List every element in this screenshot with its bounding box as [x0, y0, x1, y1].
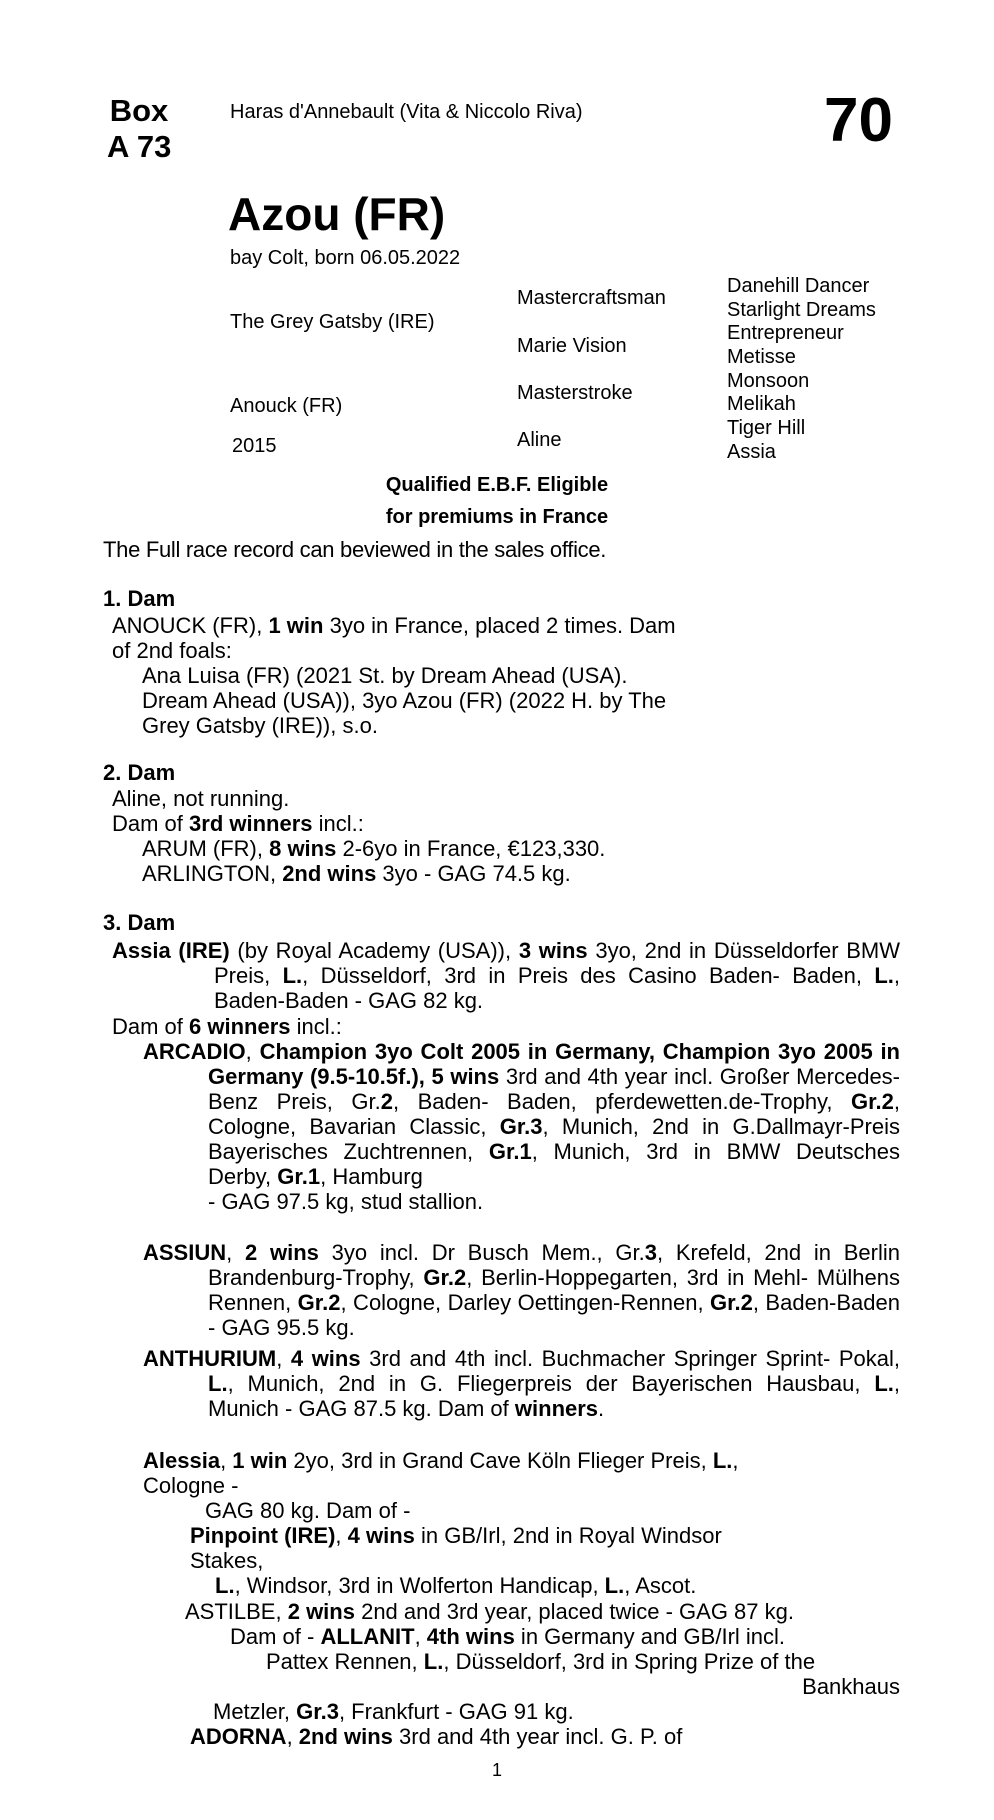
- assiun-text: , Berlin-Hoppegarten, 3rd in Mehl- Mülhens Rennen,: [208, 1265, 900, 1315]
- alessia-name: Alessia: [143, 1448, 221, 1473]
- anthurium-text: , Munich - GAG 87.5 kg. Dam of: [208, 1371, 900, 1421]
- anthurium-text: .: [598, 1396, 605, 1421]
- page-number: 1: [491, 1760, 502, 1780]
- pedigree-grandparent: Mastercraftsman: [517, 287, 666, 309]
- allanit-text: , Düsseldorf, 3rd in Spring Prize of the: [443, 1649, 816, 1674]
- assiun-text: ,: [226, 1240, 245, 1265]
- anthurium-text: 3rd and 4th incl. Buchmacher Springer Sprint- Pokal,: [360, 1346, 900, 1371]
- alessia-listed: L.: [712, 1448, 733, 1473]
- pinpoint-text: ,: [335, 1523, 348, 1548]
- dam2-progeny-wins: 2nd wins: [282, 861, 377, 886]
- pinpoint-text: , Ascot.: [624, 1573, 697, 1598]
- assia-entry: [112, 938, 900, 1013]
- box-label-line1: Box: [109, 93, 169, 128]
- pinpoint-text: in GB/Irl, 2nd in Royal Windsor: [414, 1523, 722, 1548]
- box-label-line2: A 73: [107, 129, 172, 164]
- sales-office-note: The Full race record can beviewed in the sales office.: [103, 537, 607, 562]
- arcadio-text: , Munich, 3rd in BMW Deutsches Derby,: [208, 1139, 900, 1189]
- metzler-line: [213, 1699, 913, 1724]
- consignor: Haras d'Annebault (Vita & Niccolo Riva): [230, 101, 583, 123]
- assiun-grade: Gr.2: [297, 1290, 341, 1315]
- dam2-progeny-wins: 8 wins: [269, 836, 337, 861]
- adorna-text: ,: [286, 1724, 299, 1749]
- pedigree-great-grandparent: Assia: [727, 441, 776, 463]
- pedigree-dam: Anouck (FR): [230, 395, 343, 417]
- alessia-gag: GAG 80 kg. Dam of -: [205, 1498, 411, 1523]
- allanit-wins: 4th wins: [426, 1624, 515, 1649]
- astilbe-name: ASTILBE,: [185, 1599, 288, 1624]
- assiun-grade: Gr.2: [710, 1290, 753, 1315]
- arcadio-text: , Munich, 2nd in G.Dallmayr-Preis Bayerisches Zuchtrennen,: [208, 1114, 900, 1164]
- assiun-text: , Cologne, Darley Oettingen-Rennen,: [340, 1290, 711, 1315]
- assia-text: 3yo, 2nd in Düsseldorfer BMW Preis,: [214, 938, 900, 988]
- pedigree-great-grandparent: Starlight Dreams: [727, 299, 876, 321]
- metzler-text: , Frankfurt - GAG 91 kg.: [338, 1699, 574, 1724]
- box-label: [107, 93, 171, 165]
- pinpoint-name: Pinpoint (IRE): [190, 1523, 336, 1548]
- allanit-entry: [230, 1624, 900, 1699]
- dam2-status: Aline, not running.: [112, 786, 290, 811]
- allanit-text: Pattex Rennen,: [266, 1649, 424, 1674]
- arcadio-gag: - GAG 97.5 kg, stud stallion.: [208, 1189, 484, 1214]
- astilbe-text: 2nd and 3rd year, placed twice - GAG 87 kg.: [354, 1599, 794, 1624]
- anthurium-winners: winners: [514, 1396, 599, 1421]
- arcadio-text: , Baden- Baden, pferdewetten.de-Trophy,: [392, 1089, 852, 1114]
- pedigree-great-grandparent: Metisse: [727, 346, 796, 368]
- ebf-eligibility-line1: Qualified E.B.F. Eligible: [385, 474, 609, 496]
- pedigree-grandparent: Marie Vision: [517, 335, 627, 357]
- section-heading-dam3: 3. Dam: [103, 910, 176, 935]
- assia-damof-text: incl.:: [290, 1014, 342, 1039]
- assia-text: , Düsseldorf, 3rd in Preis des Casino Baden- Baden,: [302, 963, 875, 988]
- adorna-wins: 2nd wins: [298, 1724, 393, 1749]
- allanit-text: Dam of -: [230, 1624, 321, 1649]
- dam1-foal-line: Grey Gatsby (IRE)), s.o.: [142, 713, 378, 738]
- adorna-entry: [190, 1724, 910, 1749]
- pinpoint-entry: [190, 1523, 890, 1598]
- allanit-text: ,: [414, 1624, 427, 1649]
- dam2-text: incl.:: [312, 811, 364, 836]
- alessia-wins: 1 win: [232, 1448, 288, 1473]
- assiun-text: , Baden-Baden - GAG 95.5 kg.: [208, 1290, 900, 1340]
- assiun-text: , Krefeld, 2nd in Berlin Brandenburg-Trophy,: [208, 1240, 900, 1290]
- arcadio-text: ,: [245, 1039, 260, 1064]
- arcadio-grade: Gr.3: [499, 1114, 543, 1139]
- pinpoint-listed: L.: [604, 1573, 625, 1598]
- dam2-text: Dam of: [112, 811, 190, 836]
- pedigree-great-grandparent: Danehill Dancer: [727, 275, 870, 297]
- assiun-grade: 3: [644, 1240, 657, 1265]
- arcadio-grade: Gr.1: [277, 1164, 321, 1189]
- adorna-name: ADORNA: [190, 1724, 287, 1749]
- assiun-text: 3yo incl. Dr Busch Mem., Gr.: [318, 1240, 645, 1265]
- assia-listed: L.: [874, 963, 894, 988]
- alessia-text: ,: [220, 1448, 233, 1473]
- arcadio-grade: Gr.2: [851, 1089, 894, 1114]
- dam2-progeny: 3yo - GAG 74.5 kg.: [376, 861, 571, 886]
- arcadio-text: , Hamburg: [320, 1164, 423, 1189]
- pedigree-grandparent: Masterstroke: [517, 382, 633, 404]
- assia-listed: L.: [282, 963, 303, 988]
- metzler-text: Metzler,: [213, 1699, 297, 1724]
- alessia-text: ,: [732, 1448, 739, 1473]
- arcadio-name: ARCADIO: [143, 1039, 246, 1064]
- dam2-progeny: ARLINGTON,: [142, 861, 283, 886]
- anthurium-text: ,: [276, 1346, 291, 1371]
- anthurium-text: , Munich, 2nd in G. Fliegerpreis der Bayerischen Hausbau,: [227, 1371, 875, 1396]
- anthurium-name: ANTHURIUM: [143, 1346, 277, 1371]
- dam1-foal-line: Dream Ahead (USA)), 3yo Azou (FR) (2022 H. by The: [142, 688, 667, 713]
- allanit-text: Bankhaus: [802, 1674, 900, 1699]
- alessia-text: 2yo, 3rd in Grand Cave Köln Flieger Preis,: [287, 1448, 713, 1473]
- pedigree-sire: The Grey Gatsby (IRE): [230, 311, 435, 333]
- assia-text: , Baden-Baden - GAG 82 kg.: [214, 963, 900, 1013]
- assia-damof-text: Dam of: [112, 1014, 190, 1039]
- section-heading-dam1: 1. Dam: [103, 586, 176, 611]
- arcadio-text: , Cologne, Bavarian Classic,: [208, 1089, 900, 1139]
- ebf-eligibility-line2: for premiums in France: [385, 506, 609, 528]
- pedigree-great-grandparent: Monsoon: [727, 370, 810, 392]
- horse-description: bay Colt, born 06.05.2022: [230, 247, 461, 269]
- pedigree-dam-year: 2015: [232, 435, 277, 457]
- arcadio-grade: 2: [380, 1089, 393, 1114]
- pinpoint-wins: 4 wins: [347, 1523, 415, 1548]
- alessia-entry: [143, 1448, 903, 1523]
- adorna-text: 3rd and 4th year incl. G. P. of: [392, 1724, 683, 1749]
- arcadio-entry: [143, 1039, 900, 1214]
- dam1-text: ANOUCK (FR),: [112, 613, 269, 638]
- assia-damof-winners: 6 winners: [189, 1014, 291, 1039]
- dam1-foals-label: of 2nd foals:: [112, 638, 232, 663]
- assia-name: Assia (IRE): [112, 938, 230, 963]
- pedigree-great-grandparent: Melikah: [727, 393, 796, 415]
- anthurium-wins: 4 wins: [290, 1346, 361, 1371]
- pedigree-great-grandparent: Tiger Hill: [727, 417, 806, 439]
- allanit-listed: L.: [423, 1649, 444, 1674]
- dam1-wins: 1 win: [268, 613, 324, 638]
- pedigree-grandparent: Aline: [517, 429, 562, 451]
- arcadio-text: 3rd and 4th year incl. Großer Mercedes-Benz Preis, Gr.: [208, 1064, 900, 1114]
- dam2-progeny: ARUM (FR),: [142, 836, 270, 861]
- allanit-name: ALLANIT: [320, 1624, 415, 1649]
- pedigree-great-grandparent: Entrepreneur: [727, 322, 844, 344]
- lot-number: 70: [824, 86, 893, 155]
- assiun-wins: 2 wins: [244, 1240, 319, 1265]
- pinpoint-listed: L.: [215, 1573, 235, 1598]
- arcadio-grade: Gr.1: [488, 1139, 532, 1164]
- pinpoint-text: Stakes,: [190, 1548, 264, 1573]
- assia-dam-of: [112, 1014, 812, 1039]
- metzler-grade: Gr.3: [296, 1699, 339, 1724]
- pinpoint-text: , Windsor, 3rd in Wolferton Handicap,: [234, 1573, 605, 1598]
- arcadio-honours: Champion 3yo Colt 2005 in Germany, Champion 3yo 2005 in Germany (9.5-10.5f.), 5 wins: [208, 1039, 900, 1089]
- assiun-name: ASSIUN: [143, 1240, 227, 1265]
- astilbe-entry: [185, 1599, 905, 1624]
- horse-name: Azou (FR): [228, 188, 446, 240]
- alessia-location: Cologne -: [143, 1473, 239, 1498]
- dam2-winners: 3rd winners: [189, 811, 313, 836]
- dam1-block: [112, 613, 812, 738]
- dam1-text: 3yo in France, placed 2 times. Dam: [323, 613, 676, 638]
- assiun-grade: Gr.2: [423, 1265, 467, 1290]
- dam2-block: [112, 786, 812, 886]
- astilbe-wins: 2 wins: [287, 1599, 355, 1624]
- section-heading-dam2: 2. Dam: [103, 760, 176, 785]
- assia-wins: 3 wins: [518, 938, 588, 963]
- anthurium-entry: [143, 1346, 900, 1421]
- anthurium-listed: L.: [208, 1371, 228, 1396]
- dam1-foal-line: Ana Luisa (FR) (2021 St. by Dream Ahead (USA).: [142, 663, 628, 688]
- assiun-entry: [143, 1240, 900, 1340]
- allanit-text: in Germany and GB/Irl incl.: [514, 1624, 786, 1649]
- anthurium-listed: L.: [874, 1371, 894, 1396]
- assia-text: (by Royal Academy (USA)),: [229, 938, 519, 963]
- dam2-progeny: 2-6yo in France, €123,330.: [336, 836, 606, 861]
